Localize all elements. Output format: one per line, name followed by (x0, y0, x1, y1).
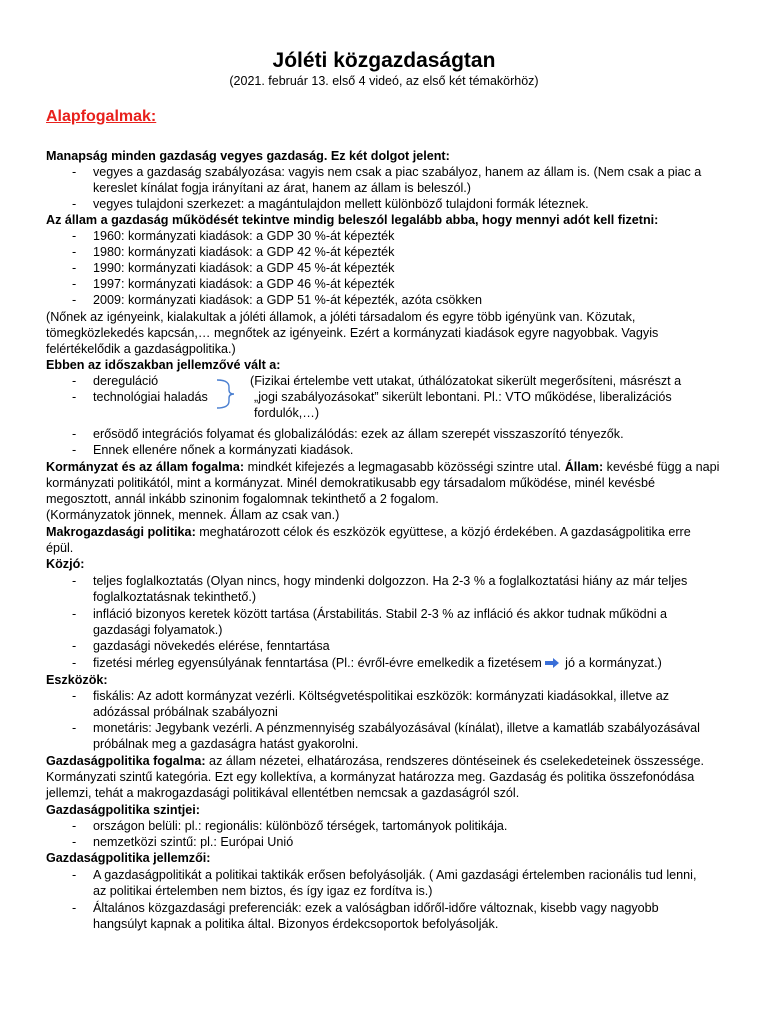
list-item: 1990: kormányzati kiadások: a GDP 45 %-át képezték (93, 261, 395, 275)
bullet-dash: - (72, 165, 77, 179)
list-item: teljes foglalkoztatás (Olyan nincs, hogy mindenki dolgozzon. Ha 2-3 % a foglalkoztatási hiány az már teljes (93, 574, 688, 588)
list-item-text: jó a kormányzat.) (561, 656, 662, 670)
bullet-dash: - (72, 901, 77, 915)
paragraph-heading: Ebben az időszakban jellemzővé vált a: (46, 358, 281, 372)
list-item: technológiai haladás (93, 390, 208, 404)
bullet-dash: - (72, 656, 77, 670)
list-item (93, 655, 662, 671)
list-item: vegyes tulajdoni szerkezet: a magántulajdon mellett különböző tulajdoni formák léteznek. (93, 197, 589, 211)
term-definition: meghatározott célok és eszközök együttese, a közjó érdekében. A gazdaságpolitika erre (195, 525, 691, 539)
paragraph-text (46, 753, 704, 769)
brace-icon (215, 378, 235, 410)
side-note: fordulók,…) (254, 406, 320, 420)
bullet-dash: - (72, 390, 77, 404)
paragraph-heading: Gazdaságpolitika szintjei: (46, 803, 200, 817)
paragraph-heading: Gazdaságpolitika jellemzői: (46, 851, 211, 865)
paragraph-text: jellemzi, tehát a makrogazdasági politikával ellentétben nemcsak a gazdaságról szól. (46, 786, 520, 800)
document-subtitle: (2021. február 13. első 4 videó, az első két témakörhöz) (229, 74, 539, 88)
list-item: Általános közgazdasági preferenciák: ezek a valóságban időről-időre változnak, kisebb vagy nagyobb (93, 901, 659, 915)
list-item-continuation: foglalkoztatásnak tekinthető.) (93, 590, 257, 604)
bullet-dash: - (72, 607, 77, 621)
list-item-continuation: kereslet kínálat fogja irányítani az árat, hanem az állam is beleszól.) (93, 181, 471, 195)
list-item-continuation: próbálnak meg a gazdaságra hatást gyakorolni. (93, 737, 359, 751)
list-item: fiskális: Az adott kormányzat vezérli. Költségvetéspolitikai eszközök: kormányzati kiadásokkal, illetve az (93, 689, 670, 703)
bullet-dash: - (72, 229, 77, 243)
bullet-dash: - (72, 721, 77, 735)
bullet-dash: - (72, 293, 77, 307)
paragraph-text: Kormányzati szintű kategória. Ezt egy kollektíva, a kormányzat határozza meg. Gazdaság és politika összefonódása (46, 770, 695, 784)
bullet-dash: - (72, 443, 77, 457)
list-item: Ennek ellenére nőnek a kormányzati kiadások. (93, 443, 354, 457)
right-arrow-icon (544, 657, 560, 669)
paragraph-text: felértékelődik a gazdaságpolitika.) (46, 342, 236, 356)
term-label: Gazdaságpolitika fogalma: (46, 754, 206, 768)
list-item-continuation: hangsúlyt kapnak a politika által. Bizonyos érdekcsoportok befolyásolják. (93, 917, 499, 931)
bullet-dash: - (72, 245, 77, 259)
list-item-continuation: adózással próbálnak szabályozni (93, 705, 278, 719)
paragraph-heading: Közjó: (46, 557, 85, 571)
paragraph-text: épül. (46, 541, 74, 555)
list-item: 2009: kormányzati kiadások: a GDP 51 %-át képezték, azóta csökken (93, 293, 482, 307)
bullet-dash: - (72, 819, 77, 833)
paragraph-text: (Kormányzatok jönnek, mennek. Állam az csak van.) (46, 508, 340, 522)
list-item-continuation: gazdasági folyamatok.) (93, 623, 223, 637)
bullet-dash: - (72, 197, 77, 211)
paragraph-text: tömegközlekedés kapcsán,… megnőtek az igényeink. Ezért a kormányzati kiadások egyre nagyobbak. Vagyis (46, 326, 659, 340)
list-item: 1960: kormányzati kiadások: a GDP 30 %-át képezték (93, 229, 395, 243)
list-item: monetáris: Jegybank vezérli. A pénzmennyiség szabályozásával (kínálat), illetve a kamatláb szabályozásával (93, 721, 700, 735)
list-item: gazdasági növekedés elérése, fenntartása (93, 639, 330, 653)
list-item: infláció bizonyos keretek között tartása (Árstabilitás. Stabil 2-3 % az infláció és akkor tudnak működni a (93, 607, 667, 621)
bullet-dash: - (72, 261, 77, 275)
term-definition: az állam nézetei, elhatározása, rendszeres döntéseinek és cselekedeteinek összessége. (205, 754, 705, 768)
paragraph-heading: Eszközök: (46, 673, 108, 687)
bullet-dash: - (72, 427, 77, 441)
paragraph-text: megosztott, annál inkább szinonim fogalomnak tekinthető a 2 fogalom. (46, 492, 439, 506)
side-note: (Fizikai értelembe vett utakat, úthálózatokat sikerült megerősíteni, másrészt a (250, 374, 682, 388)
side-note: „jogi szabályozásokat” sikerült lebontani. Pl.: VTO működése, liberalizációs (254, 390, 672, 404)
bullet-dash: - (72, 835, 77, 849)
term-label: Kormányzat és az állam fogalma: (46, 460, 245, 474)
list-item: 1980: kormányzati kiadások: a GDP 42 %-át képezték (93, 245, 395, 259)
section-heading: Alapfogalmak: (46, 108, 157, 125)
paragraph-text (46, 524, 691, 540)
list-item: nemzetközi szintű: pl.: Európai Unió (93, 835, 294, 849)
paragraph-heading: Manapság minden gazdaság vegyes gazdaság. Ez két dolgot jelent: (46, 149, 450, 163)
list-item: 1997: kormányzati kiadások: a GDP 46 %-át képezték (93, 277, 395, 291)
term-label: Makrogazdasági politika: (46, 525, 196, 539)
list-item: erősödő integrációs folyamat és globalizálódás: ezek az állam szerepét visszaszorító tényezők. (93, 427, 624, 441)
paragraph-text: (Nőnek az igényeink, kialakultak a jóléti államok, a jóléti társadalom és egyre több igényünk van. Közutak, (46, 310, 636, 324)
list-item: A gazdaságpolitikát a politikai taktikák erősen befolyásolják. ( Ami gazdasági értelemben racionális tud lenni, (93, 868, 697, 882)
paragraph-text: kormányzati politikától, mint a kormányzat. Minél demokratikusabb egy társadalom működése, minél kevésbé (46, 476, 655, 490)
bullet-dash: - (72, 374, 77, 388)
term-label: Állam: (564, 460, 604, 474)
list-item-text: fizetési mérleg egyensúlyának fenntartása (Pl.: évről-évre emelkedik a fizetésem (93, 656, 542, 670)
list-item: vegyes a gazdaság szabályozása: vagyis nem csak a piac szabályoz, hanem az állam is. (Nem csak a piac a (93, 165, 702, 179)
list-item: országon belüli: pl.: regionális: különböző térségek, tartományok politikája. (93, 819, 508, 833)
term-definition: mindkét kifejezés a legmagasabb közösségi szintre utal. (244, 460, 565, 474)
list-item: dereguláció (93, 374, 159, 388)
document-title: Jóléti közgazdaságtan (272, 49, 496, 72)
bullet-dash: - (72, 639, 77, 653)
list-item-continuation: az politikai értelemben nem biztos, és így igaz ez fordítva is.) (93, 884, 433, 898)
paragraph-text (46, 459, 719, 475)
bullet-dash: - (72, 689, 77, 703)
paragraph-heading: Az állam a gazdaság működését tekintve mindig beleszól legalább abba, hogy mennyi adót kell fizetni: (46, 213, 659, 227)
bullet-dash: - (72, 868, 77, 882)
bullet-dash: - (72, 277, 77, 291)
bullet-dash: - (72, 574, 77, 588)
term-definition: kevésbé függ a napi (603, 460, 720, 474)
